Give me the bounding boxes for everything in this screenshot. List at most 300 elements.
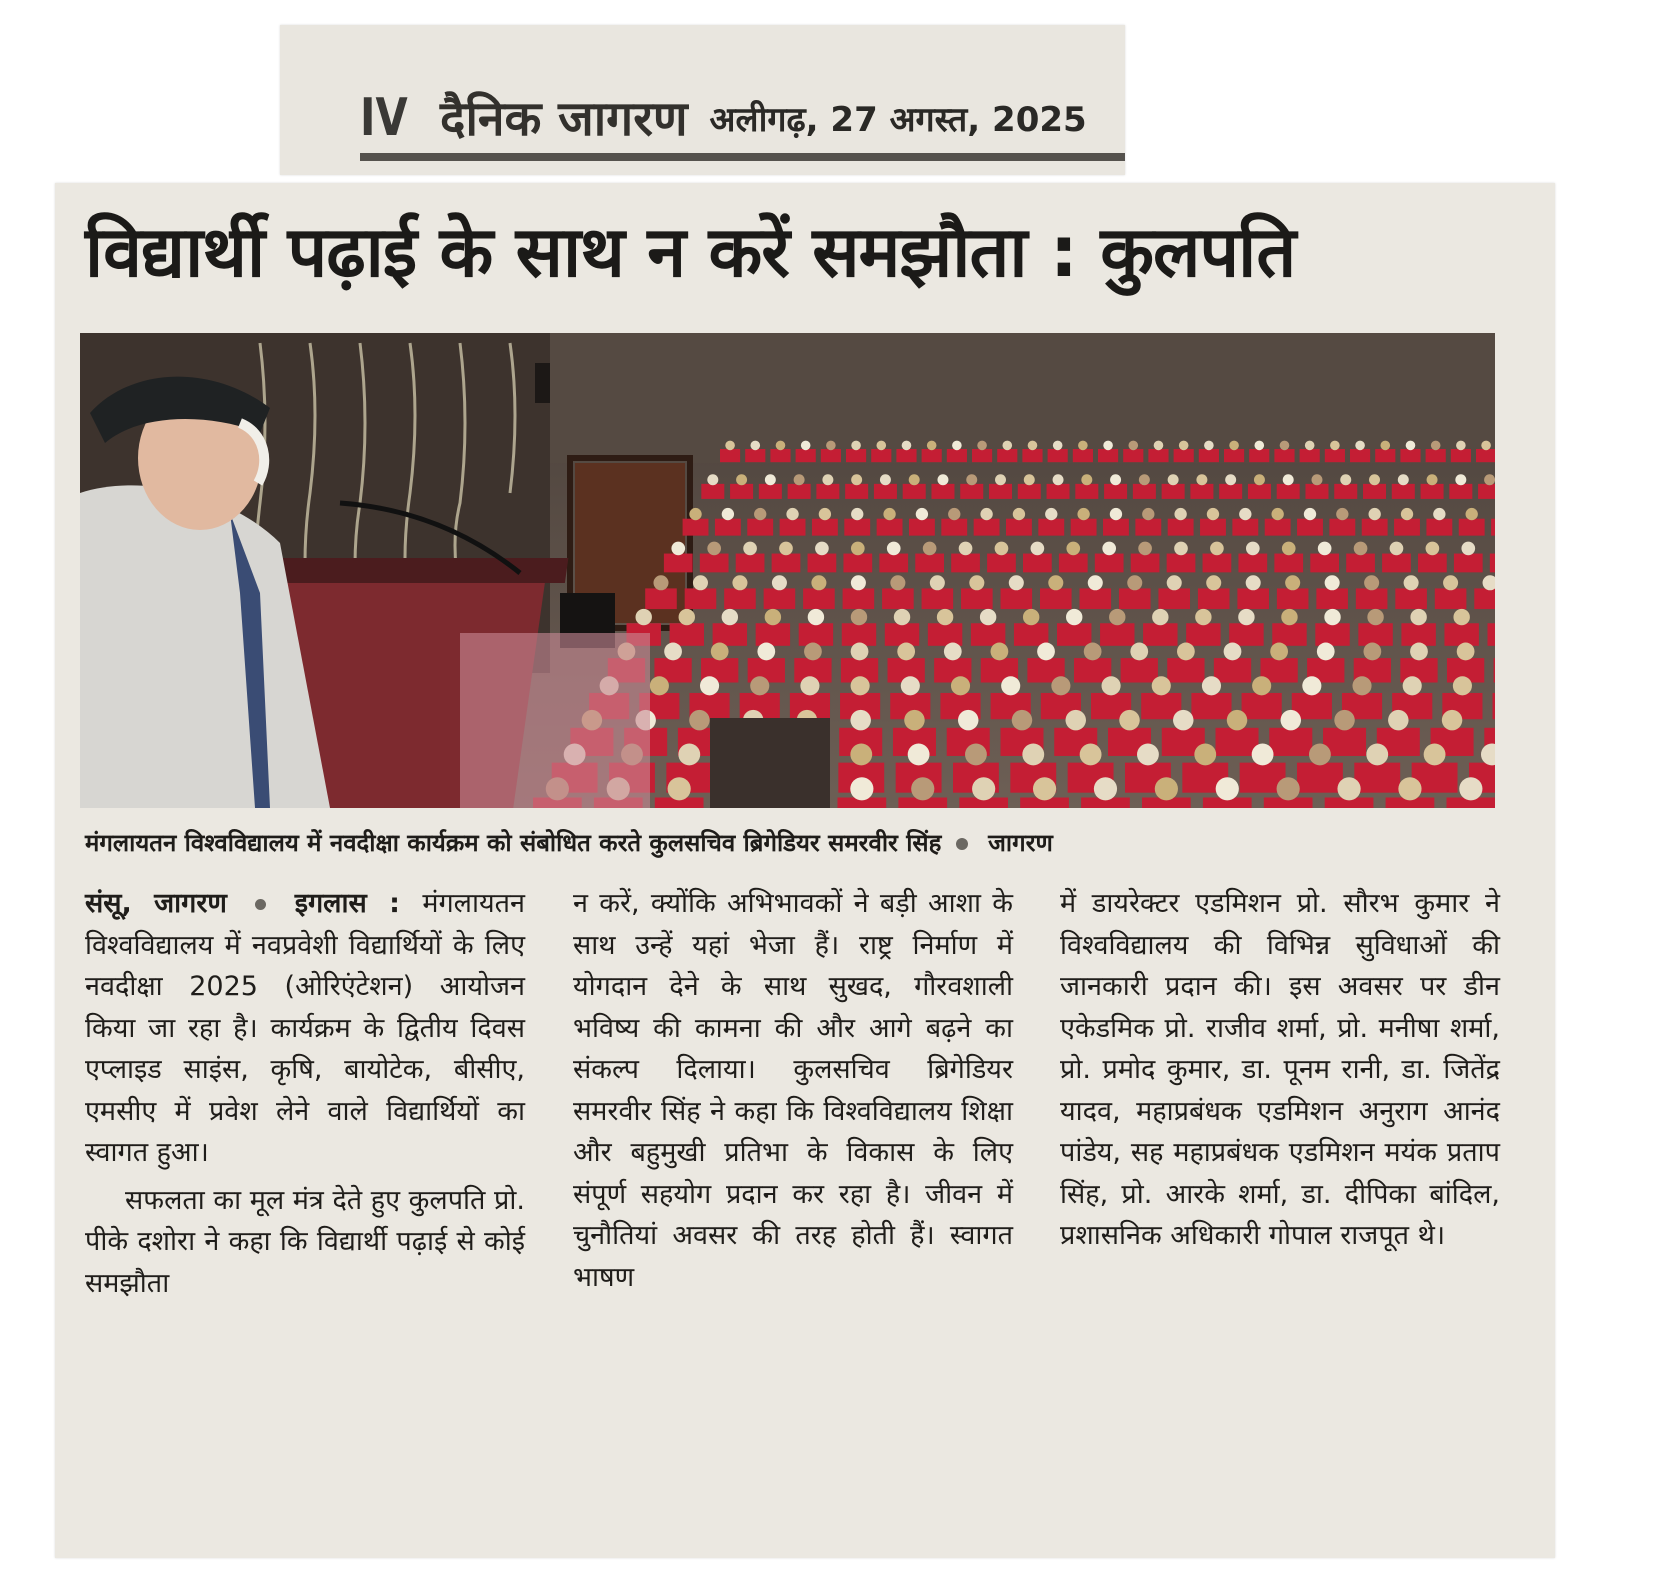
audience-member — [1045, 508, 1057, 520]
auditorium-seat — [1325, 449, 1345, 462]
audience-member — [1330, 441, 1340, 451]
auditorium-seat — [1300, 449, 1320, 462]
auditorium-seat — [1350, 449, 1370, 462]
audience-member — [1318, 542, 1332, 556]
audience-member — [822, 474, 833, 485]
audience-member — [1404, 575, 1419, 590]
front-table — [710, 718, 830, 808]
auditorium-seat — [720, 449, 740, 462]
side-wall — [550, 333, 1495, 463]
auditorium-seat — [941, 519, 967, 536]
audience-member — [693, 575, 708, 590]
auditorium-seat — [922, 588, 954, 609]
audience-member — [743, 542, 757, 556]
audience-member — [1281, 609, 1297, 625]
auditorium-seat — [947, 449, 967, 462]
auditorium-seat — [1310, 554, 1339, 573]
audience-member — [850, 710, 870, 730]
audience-member — [1022, 744, 1044, 766]
auditorium-seat — [1059, 554, 1088, 573]
auditorium-seat — [1316, 588, 1348, 609]
auditorium-seat — [1358, 623, 1392, 646]
audience-member — [901, 676, 920, 695]
audience-member — [1142, 508, 1154, 520]
auditorium-seat — [931, 484, 954, 499]
audience-member — [887, 542, 901, 556]
audience-member — [1403, 676, 1422, 695]
audience-member — [1305, 441, 1315, 451]
audience-member — [1167, 575, 1182, 590]
auditorium-seat — [1491, 519, 1495, 536]
auditorium-seat — [1449, 484, 1472, 499]
audience-member — [1456, 441, 1466, 451]
audience-member — [923, 542, 937, 556]
audience-member — [1311, 474, 1322, 485]
bullet-dot-icon — [255, 899, 266, 910]
audience-member — [1168, 474, 1179, 485]
audience-member — [819, 508, 831, 520]
audience-member — [671, 542, 685, 556]
auditorium-seat — [1203, 554, 1232, 573]
audience-member — [1457, 643, 1475, 661]
auditorium-seat — [915, 554, 944, 573]
auditorium-seat — [1444, 623, 1478, 646]
auditorium-seat — [845, 484, 868, 499]
auditorium-seat — [1095, 554, 1124, 573]
audience-member — [1325, 575, 1340, 590]
audience-member — [1317, 643, 1335, 661]
article-body — [85, 883, 1505, 1533]
auditorium-seat — [670, 623, 704, 646]
auditorium-seat — [1401, 623, 1435, 646]
auditorium-seat — [1006, 519, 1032, 536]
audience-member — [801, 441, 811, 451]
audience-member — [1239, 508, 1251, 520]
auditorium-seat — [1362, 519, 1388, 536]
audience-member — [897, 643, 915, 661]
audience-member — [916, 508, 928, 520]
auditorium-seat — [1038, 519, 1064, 536]
audience-member — [851, 441, 861, 451]
audience-member — [1281, 710, 1301, 730]
auditorium-seat — [843, 588, 875, 609]
audience-member — [1324, 609, 1340, 625]
audience-member — [1354, 542, 1368, 556]
audience-member — [1246, 542, 1260, 556]
audience-member — [1364, 575, 1379, 590]
auditorium-seat — [882, 588, 914, 609]
audience-member — [944, 643, 962, 661]
audience-member — [1033, 777, 1056, 800]
audience-member — [1195, 609, 1211, 625]
audience-member — [1152, 676, 1171, 695]
auditorium-seat — [1400, 449, 1420, 462]
auditorium-seat — [1238, 554, 1267, 573]
auditorium-seat — [1174, 449, 1194, 462]
masthead-clipping — [280, 25, 1125, 175]
audience-member — [1088, 575, 1103, 590]
audience-member — [851, 643, 869, 661]
auditorium-seat — [1232, 519, 1258, 536]
auditorium-seat — [700, 554, 729, 573]
auditorium-seat — [1478, 484, 1495, 499]
section-number: IV — [360, 87, 408, 148]
auditorium-seat — [1098, 449, 1118, 462]
audience-member — [1210, 542, 1224, 556]
audience-member — [1355, 441, 1365, 451]
audience-member — [1406, 441, 1416, 451]
auditorium-seat — [1022, 449, 1042, 462]
auditorium-seat — [1363, 484, 1386, 499]
audience-member — [1078, 441, 1088, 451]
audience-member — [890, 575, 905, 590]
audience-member — [786, 508, 798, 520]
audience-member — [980, 508, 992, 520]
auditorium-seat — [1237, 588, 1269, 609]
audience-member — [725, 441, 735, 451]
audience-member — [732, 575, 747, 590]
audience-member — [1401, 508, 1413, 520]
auditorium-seat — [1190, 484, 1213, 499]
audience-member — [1174, 542, 1188, 556]
auditorium-seat — [730, 484, 753, 499]
audience-member — [1334, 710, 1354, 730]
auditorium-seat — [1493, 693, 1495, 719]
auditorium-seat — [1426, 519, 1452, 536]
audience-member — [991, 643, 1009, 661]
audience-member — [1023, 609, 1039, 625]
audience-member — [1398, 777, 1421, 800]
audience-member — [765, 609, 781, 625]
audience-member — [1110, 474, 1121, 485]
auditorium-seat — [874, 484, 897, 499]
audience-member — [1119, 710, 1139, 730]
audience-member — [969, 575, 984, 590]
auditorium-seat — [799, 623, 833, 646]
auditorium-seat — [871, 449, 891, 462]
audience-member — [1270, 643, 1288, 661]
byline — [85, 888, 422, 919]
audience-member — [1254, 441, 1264, 451]
auditorium-seat — [1186, 623, 1220, 646]
audience-member — [1453, 676, 1472, 695]
auditorium-seat — [1048, 449, 1068, 462]
auditorium-seat — [1315, 623, 1349, 646]
audience-member — [1388, 710, 1408, 730]
audience-member — [995, 542, 1009, 556]
auditorium-seat — [1121, 658, 1158, 682]
audience-member — [689, 710, 709, 730]
audience-member — [1252, 744, 1274, 766]
auditorium-seat — [1274, 554, 1303, 573]
article-column-2 — [573, 883, 1013, 1298]
audience-member — [1366, 744, 1388, 766]
audience-member — [1024, 474, 1035, 485]
photo-credit: जागरण — [988, 829, 1053, 857]
auditorium-seat — [1073, 449, 1093, 462]
auditorium-seat — [756, 623, 790, 646]
auditorium-seat — [1023, 554, 1052, 573]
audience-member — [1196, 474, 1207, 485]
auditorium-seat — [885, 623, 919, 646]
auditorium-seat — [896, 449, 916, 462]
audience-member — [1177, 643, 1195, 661]
auditorium-seat — [1249, 449, 1269, 462]
auditorium-seat — [1079, 588, 1111, 609]
auditorium-seat — [1375, 449, 1395, 462]
byline-source: संसू, जागरण — [85, 888, 227, 919]
paragraph-1 — [85, 883, 525, 1174]
audience-member — [1431, 441, 1441, 451]
audience-member — [1204, 441, 1214, 451]
article-clipping — [55, 183, 1555, 1558]
auditorium-seat — [1382, 554, 1411, 573]
auditorium-seat — [960, 484, 983, 499]
audience-member — [851, 508, 863, 520]
audience-member — [1080, 744, 1102, 766]
audience-member — [1066, 542, 1080, 556]
audience-member — [1224, 643, 1242, 661]
auditorium-seat — [1167, 658, 1204, 682]
auditorium-seat — [1214, 658, 1251, 682]
audience-member — [1012, 710, 1032, 730]
audience-member — [707, 474, 718, 485]
auditorium-seat — [1119, 588, 1151, 609]
auditorium-seat — [1047, 484, 1070, 499]
auditorium-seat — [1075, 484, 1098, 499]
auditorium-seat — [1265, 519, 1291, 536]
audience-member — [826, 441, 836, 451]
audience-member — [937, 609, 953, 625]
audience-member — [972, 777, 995, 800]
audience-member — [1137, 744, 1159, 766]
audience-member — [800, 676, 819, 695]
audience-member — [951, 676, 970, 695]
auditorium-seat — [928, 623, 962, 646]
audience-member — [1252, 676, 1271, 695]
auditorium-seat — [747, 519, 773, 536]
auditorium-seat — [1451, 449, 1471, 462]
audience-member — [1302, 676, 1321, 695]
caption-text: मंगलायतन विश्वविद्यालय में नवदीक्षा कार्यक्रम को संबोधित करते कुलसचिव ब्रिगेडियर समरवीर सिंह — [85, 829, 942, 857]
audience-member — [1453, 609, 1469, 625]
auditorium-seat — [1040, 588, 1072, 609]
audience-member — [776, 441, 786, 451]
photo-caption — [85, 826, 1505, 859]
auditorium-seat — [759, 484, 782, 499]
audience-member — [1028, 441, 1038, 451]
auditorium-seat — [1297, 763, 1343, 793]
audience-member — [1009, 575, 1024, 590]
auditorium-seat — [1148, 449, 1168, 462]
audience-member — [883, 508, 895, 520]
auditorium-seat — [1272, 623, 1306, 646]
audience-member — [757, 643, 775, 661]
column-3-text: में डायरेक्टर एडमिशन प्रो. सौरभ कुमार ने विश्वविद्यालय की विभिन्न सुविधाओं की जानकारी प्रदान की। इस अवसर पर डीन एकेडमिक प्रो. राजीव शर्मा, प्रो. मनीषा शर्मा, प्रो. प्रमोद कुमार, डा. पूनम रानी, डा. जितेंद्र यादव, महाप्रबंधक एडमिशन अनुराग आनंद पांडेय, सह महाप्रबंधक एडमिशन मयंक प्रताप सिंह, प्रो. आरके शर्मा, डा. दीपिका बांदिल, प्रशासनिक अधिकारी गोपाल राजपूत थे। — [1060, 888, 1500, 1251]
audience-member — [1410, 609, 1426, 625]
audience-member — [1410, 643, 1428, 661]
audience-member — [1001, 676, 1020, 695]
audience-member — [1139, 474, 1150, 485]
auditorium-seat — [645, 588, 677, 609]
audience-member — [1102, 542, 1116, 556]
auditorium-seat — [1158, 588, 1190, 609]
auditorium-seat — [961, 588, 993, 609]
audience-member — [876, 441, 886, 451]
auditorium-seat — [1421, 484, 1444, 499]
audience-member — [1216, 777, 1239, 800]
auditorium-seat — [844, 519, 870, 536]
audience-member — [1207, 508, 1219, 520]
audience-member — [1398, 474, 1409, 485]
audience-member — [851, 609, 867, 625]
audience-member — [977, 441, 987, 451]
audience-member — [1206, 575, 1221, 590]
audience-member — [711, 643, 729, 661]
auditorium-seat — [1057, 623, 1091, 646]
audience-member — [1002, 441, 1012, 451]
auditorium-seat — [1488, 623, 1496, 646]
auditorium-seat — [1200, 519, 1226, 536]
auditorium-seat — [1014, 623, 1048, 646]
auditorium-seat — [1395, 588, 1427, 609]
auditorium-seat — [843, 554, 872, 573]
audience-member — [1225, 474, 1236, 485]
audience-member — [772, 575, 787, 590]
audience-member — [911, 777, 934, 800]
auditorium-seat — [1001, 588, 1033, 609]
audience-member — [1179, 441, 1189, 451]
auditorium-seat — [1167, 554, 1196, 573]
dateline: अलीगढ़, 27 अगस्त, 2025 — [709, 99, 1087, 140]
audience-member — [1280, 441, 1290, 451]
auditorium-seat — [1199, 449, 1219, 462]
audience-member — [750, 676, 769, 695]
audience-member — [1152, 609, 1168, 625]
auditorium-seat — [1356, 588, 1388, 609]
auditorium-seat — [1143, 623, 1177, 646]
auditorium-seat — [1277, 484, 1300, 499]
audience-member — [1066, 609, 1082, 625]
audience-member — [1109, 609, 1125, 625]
auditorium-seat — [972, 449, 992, 462]
auditorium-seat — [788, 484, 811, 499]
audience-member — [1426, 542, 1440, 556]
masthead-row — [360, 85, 1087, 150]
auditorium-seat — [1018, 484, 1041, 499]
audience-member — [851, 676, 870, 695]
audience-member — [722, 508, 734, 520]
paragraph-1-text: मंगलायतन विश्वविद्यालय में नवप्रवेशी विद्यार्थियों के लिए नवदीक्षा 2025 (ओरिएंटेशन) आयोजन किया जा रहा है। कार्यक्रम के द्वितीय दिवस एप्लाइड साइंस, कृषि, बायोटेक, बीसीए, एमसीए में प्रवेश लेने वाले विद्यार्थियों का स्वागत हुआ। — [85, 888, 525, 1168]
audience-member — [1271, 508, 1283, 520]
audience-member — [1155, 777, 1178, 800]
audience-member — [909, 474, 920, 485]
auditorium-seat — [1329, 519, 1355, 536]
audience-member — [965, 744, 987, 766]
audience-member — [1424, 744, 1446, 766]
auditorium-seat — [1224, 449, 1244, 462]
byline-place: इगलास : — [294, 888, 400, 919]
article-headline: विद्यार्थी पढ़ाई के साथ न करें समझौता : कुलपति — [85, 211, 1296, 293]
audience-member — [707, 542, 721, 556]
auditorium-seat — [989, 484, 1012, 499]
auditorium-seat — [1476, 449, 1495, 462]
audience-member — [1110, 508, 1122, 520]
audience-member — [904, 710, 924, 730]
audience-member — [664, 643, 682, 661]
audience-member — [1369, 474, 1380, 485]
audience-member — [1174, 508, 1186, 520]
audience-member — [1433, 508, 1445, 520]
audience-member — [765, 474, 776, 485]
auditorium-seat — [1071, 519, 1097, 536]
audience-member — [1369, 508, 1381, 520]
audience-member — [1283, 474, 1294, 485]
audience-member — [937, 474, 948, 485]
auditorium-seat — [1135, 519, 1161, 536]
auditorium-seat — [796, 449, 816, 462]
paragraph-2: सफलता का मूल मंत्र देते हुए कुलपति प्रो. पीके दशोरा ने कहा कि विद्यार्थी पढ़ाई से कोई समझौता — [85, 1184, 525, 1299]
audience-member — [880, 474, 891, 485]
audience-member — [1154, 441, 1164, 451]
auditorium-seat — [877, 519, 903, 536]
audience-member — [811, 575, 826, 590]
audience-member — [1051, 676, 1070, 695]
auditorium-seat — [846, 449, 866, 462]
audience-member — [722, 609, 738, 625]
audience-member — [851, 474, 862, 485]
floral-display — [460, 633, 650, 808]
auditorium-seat — [903, 484, 926, 499]
audience-member — [1048, 575, 1063, 590]
audience-member — [653, 575, 668, 590]
event-photo — [80, 333, 1495, 808]
newspaper-name: दैनिक जागरण — [440, 91, 688, 147]
audience-member — [966, 474, 977, 485]
audience-member — [650, 676, 669, 695]
audience-member — [1461, 542, 1475, 556]
audience-member — [995, 474, 1006, 485]
audience-member — [1173, 710, 1193, 730]
auditorium-seat — [713, 623, 747, 646]
auditorium-seat — [1274, 449, 1294, 462]
audience-member — [678, 744, 700, 766]
audience-member — [668, 777, 691, 800]
audience-member — [679, 609, 695, 625]
audience-member — [1340, 474, 1351, 485]
audience-member — [952, 441, 962, 451]
auditorium-seat — [736, 554, 765, 573]
auditorium-seat — [1474, 588, 1495, 609]
auditorium-seat — [780, 519, 806, 536]
auditorium-seat — [1494, 658, 1495, 682]
audience-member — [815, 542, 829, 556]
auditorium-seat — [683, 519, 709, 536]
auditorium-seat — [1490, 554, 1495, 573]
audience-member — [1427, 474, 1438, 485]
auditorium-seat — [1346, 554, 1375, 573]
audience-member — [1484, 474, 1495, 485]
masthead-rule — [360, 153, 1125, 161]
audience-member — [958, 710, 978, 730]
auditorium-seat — [1459, 519, 1485, 536]
audience-member — [1138, 542, 1152, 556]
audience-member — [1277, 777, 1300, 800]
auditorium-seat — [909, 519, 935, 536]
auditorium-seat — [879, 554, 908, 573]
audience-member — [808, 609, 824, 625]
auditorium-seat — [1242, 693, 1282, 719]
